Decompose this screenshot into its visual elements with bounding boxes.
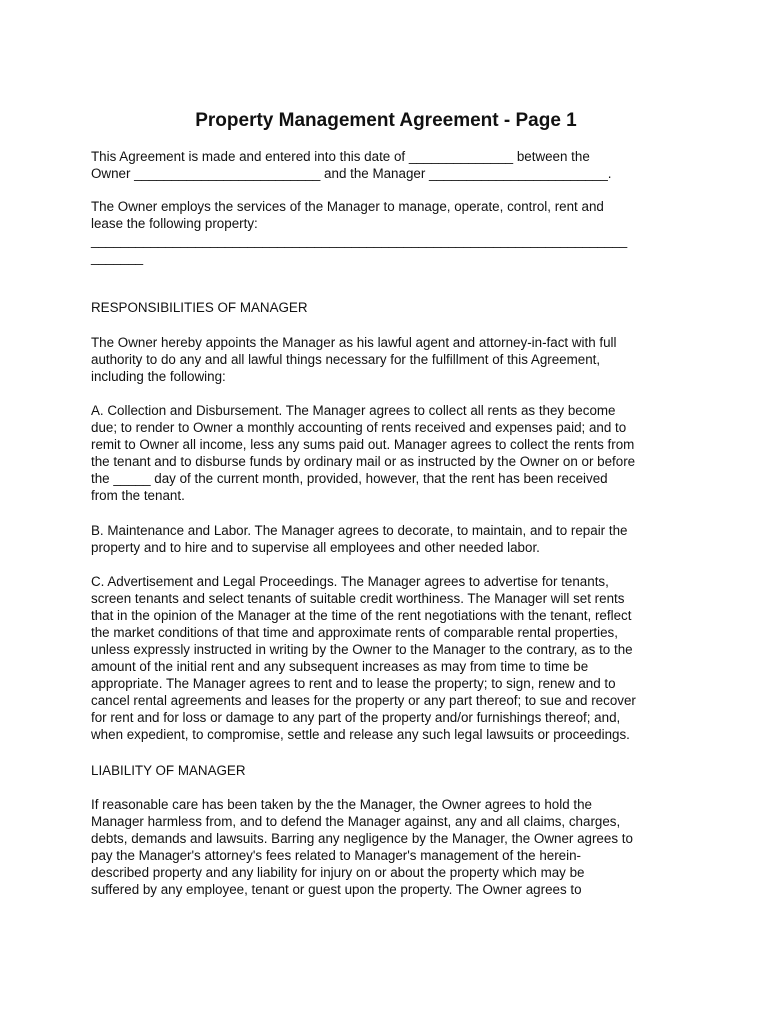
text-line: from the tenant.	[91, 488, 185, 503]
text-line: the tenant and to disburse funds by ordinary mail or as instructed by the Owner on or before	[91, 454, 636, 469]
page-title: Property Management Agreement - Page 1	[195, 110, 577, 131]
text-line: suffered by any employee, tenant or guest upon the property. The Owner agrees to	[91, 882, 582, 897]
text-line: unless expressly instructed in writing by the Owner to the Manager to the contrary, as to the	[91, 642, 633, 657]
text-line: cancel rental agreements and leases for the property or any part thereof; to sue and recover	[91, 693, 636, 708]
text-line: If reasonable care has been taken by the the Manager, the Owner agrees to hold the	[91, 797, 592, 812]
text-line: appropriate. The Manager agrees to rent and to lease the property; to sign, renew and to	[91, 676, 616, 691]
employs-paragraph	[91, 198, 681, 266]
text-line: lease the following property:	[91, 216, 258, 231]
text-line: when expedient, to compromise, settle and release any such legal lawsuits or proceedings.	[91, 727, 630, 742]
text-line: the _____ day of the current month, provided, however, that the rent has been received	[91, 471, 608, 486]
text-line: pay the Manager's attorney's fees related to Manager's management of the herein-	[91, 848, 582, 863]
text-line: the market conditions of that time and approximate rents of comparable rental properties,	[91, 625, 618, 640]
text-line: Owner _________________________ and the Manager ________________________.	[91, 166, 612, 181]
text-line: C. Advertisement and Legal Proceedings. The Manager agrees to advertise for tenants,	[91, 574, 609, 589]
text-line: debts, demands and lawsuits. Barring any negligence by the Manager, the Owner agrees to	[91, 831, 633, 846]
text-line: that in the opinion of the Manager at the time of the rent negotiations with the tenant, reflect	[91, 608, 632, 623]
section-a-paragraph	[91, 402, 681, 504]
intro-paragraph	[91, 148, 681, 182]
heading-responsibilities: RESPONSIBILITIES OF MANAGER	[91, 300, 308, 315]
text-line: B. Maintenance and Labor. The Manager agrees to decorate, to maintain, and to repair the	[91, 523, 628, 538]
text-line: property and to hire and to supervise all employees and other needed labor.	[91, 540, 540, 555]
section-c-paragraph	[91, 573, 681, 743]
text-line: ________________________________________________________________________	[91, 233, 628, 248]
text-line: amount of the initial rent and any subsequent increases as may from time to time be	[91, 659, 589, 674]
text-line: for rent and for loss or damage to any part of the property and/or furnishings thereof; and,	[91, 710, 621, 725]
text-line: A. Collection and Disbursement. The Manager agrees to collect all rents as they become	[91, 403, 616, 418]
text-line: including the following:	[91, 369, 226, 384]
text-line: _______	[91, 250, 144, 265]
text-line: Manager harmless from, and to defend the Manager against, any and all claims, charges,	[91, 814, 621, 829]
text-line: remit to Owner all income, less any sums paid out. Manager agrees to collect the rents from	[91, 437, 635, 452]
text-line: screen tenants and select tenants of suitable credit worthiness. The Manager will set rents	[91, 591, 625, 606]
text-line: The Owner employs the services of the Manager to manage, operate, control, rent and	[91, 199, 604, 214]
section-b-paragraph	[91, 522, 681, 556]
liability-paragraph	[91, 796, 681, 898]
text-line: due; to render to Owner a monthly accounting of rents received and expenses paid; and to	[91, 420, 627, 435]
text-line: This Agreement is made and entered into this date of ______________ between the	[91, 149, 590, 164]
text-line: authority to do any and all lawful things necessary for the fulfillment of this Agreement,	[91, 352, 601, 367]
text-line: described property and any liability for injury on or about the property which may be	[91, 865, 585, 880]
heading-liability: LIABILITY OF MANAGER	[91, 763, 246, 778]
text-line: The Owner hereby appoints the Manager as his lawful agent and attorney-in-fact with full	[91, 335, 617, 350]
appoints-paragraph	[91, 334, 681, 385]
